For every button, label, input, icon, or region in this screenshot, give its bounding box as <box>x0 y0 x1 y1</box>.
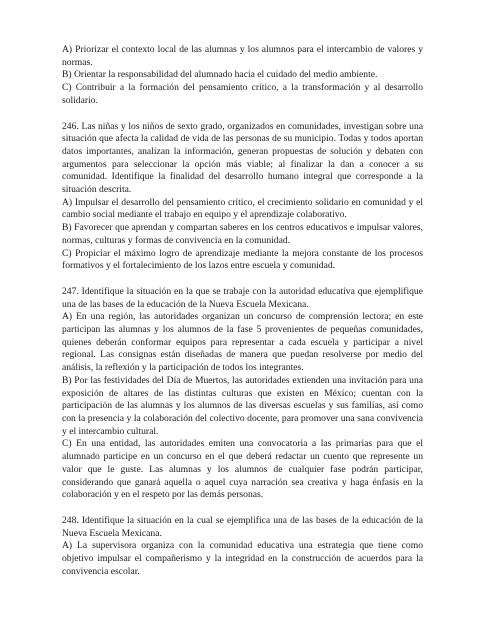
paragraph: 246. Las niñas y los niños de sexto grado, organizados en comunidades, investigan sobre una situación que afecta la calidad de vida de las personas de su municipio. Todas y todos aportan datos importantes, analizan la información, generan propuestas de solución y debaten con argumentos para seleccionar la opción más viable; al finalizar la dan a conocer a su comunidad. Identifique la finalidad del desarrollo humano integral que corresponde a la situación descrita. <box>62 120 423 196</box>
paragraph-gap <box>62 273 423 286</box>
paragraph: A) La supervisora organiza con la comunidad educativa una estrategia que tiene como objetivo impulsar el compañerismo y la integridad en la construcción de acuerdos para la convivencia escolar. <box>62 540 423 577</box>
paragraph: A) Impulsar el desarrollo del pensamiento crítico, el crecimiento solidario en comunidad y el cambio social mediante el trabajo en equipo y el aprendizaje colaborativo. <box>62 196 423 221</box>
paragraph: C) Contribuir a la formación del pensamiento crítico, a la transformación y al desarrollo solidario. <box>62 82 423 106</box>
paragraph: A) Priorizar el contexto local de las alumnas y los alumnos para el intercambio de valores y normas. <box>62 44 423 68</box>
paragraph: B) Favorecer que aprendan y compartan saberes en los centros educativos e impulsar valores, normas, culturas y formas de convivencia en la comunidad. <box>62 222 423 246</box>
paragraph: B) Orientar la responsabilidad del alumnado hacia el cuidado del medio ambiente. <box>62 69 378 81</box>
paragraph: 247. Identifique la situación en la que se trabaje con la autoridad educativa que ejemplifique una de las bases de la educación de la Nueva Escuela Mexicana. <box>62 285 423 310</box>
paragraph: B) Por las festividades del Día de Muertos, las autoridades extienden una invitación para una exposición de altares de las distintas culturas que existen en México; cuentan con la participación de las alumnas y los alumnos de las diversas escuelas y sus familias, así como con la presencia y la colaboración del colectivo docente, para promover una sana convivencia y el intercambio cultural. <box>62 374 423 437</box>
paragraph: C) En una entidad, las autoridades emiten una convocatoria a las primarias para que el alumnado participe en un concurso en el que deberá redactar un cuento que represente un valor que le guste. Las alumnas y los alumnos de cualquier fase podrán participar, considerando que ganará aquella o aquel cuya narración sea creativa y haga énfasis en la colaboración y en el respeto por las demás personas. <box>62 438 423 501</box>
paragraph-gap <box>62 108 423 121</box>
paragraph: 248. Identifique la situación en la cual se ejemplifica una de las bases de la educación de la Nueva Escuela Mexicana. <box>62 514 423 539</box>
paragraph: C) Propiciar el máximo logro de aprendizaje mediante la mejora constante de los procesos formativos y el fortalecimiento de los lazos entre escuela y comunidad. <box>62 247 423 272</box>
paragraph-gap <box>62 502 423 515</box>
paragraph: A) En una región, las autoridades organizan un concurso de comprensión lectora; en este participan las alumnas y los alumnos de la fase 5 provenientes de pequeñas comunidades, quienes deberán conformar equipos para representar a cada escuela y participar a nivel regional. Las consignas están diseñadas de manera que puedan resolverse por medio del análisis, la reflexión y la participación de todos los integrantes. <box>62 311 423 374</box>
